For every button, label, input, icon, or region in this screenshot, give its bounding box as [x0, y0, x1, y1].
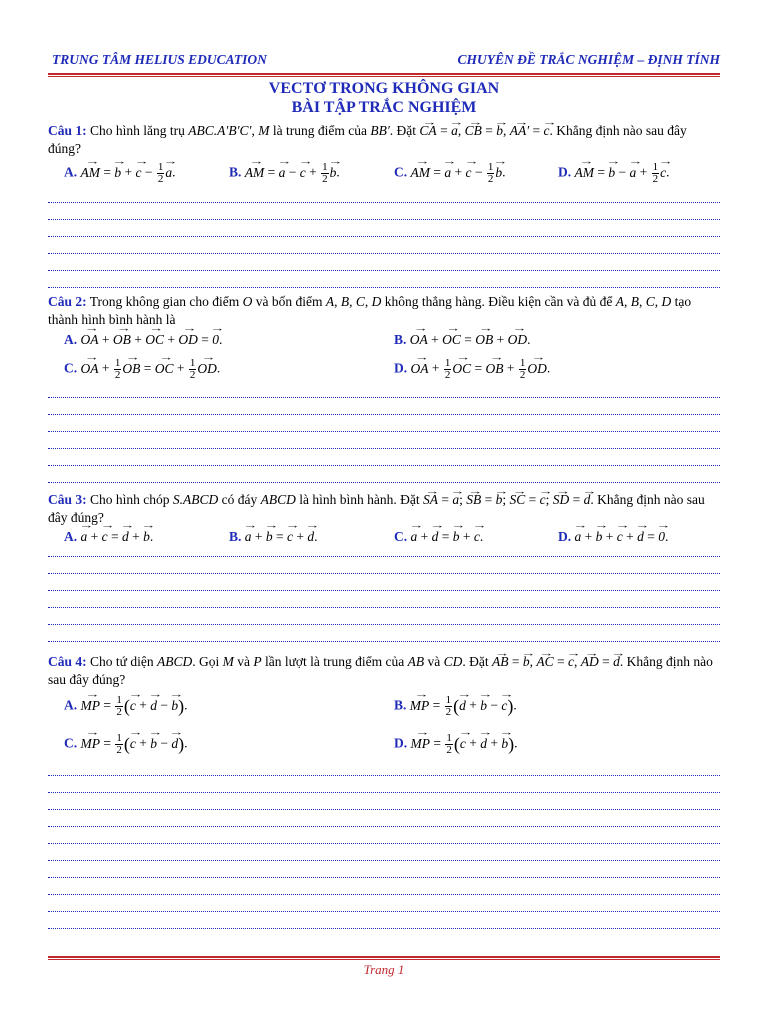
- question-3-label: Câu 3:: [48, 492, 87, 507]
- question-4-options-row2: [48, 733, 720, 757]
- question-3-options: [48, 529, 720, 553]
- answer-line: [48, 397, 720, 398]
- answer-line: [48, 607, 720, 608]
- question-2: Câu 2: Trong không gian cho điểm O và bốn điểm A, B, C, D không thẳng hàng. Điều kiện cần và đủ để A, B, C, D tạo thành hình bình hành là: [48, 294, 692, 327]
- answer-line: [48, 202, 720, 203]
- question-1-option-d[interactable]: D. → AM = → b − → a + $\frac{1}{2}$ → c.: [558, 162, 670, 185]
- question-1: Câu 1: Cho hình lăng trụ ABC.A′B′C′, M là trung điểm của BB′. Đặt → CA = → a, → CB = → b, → AA′ = → c. Khẳng định nào sau đây đúng?: [48, 122, 720, 158]
- answer-line: [48, 826, 720, 827]
- question-1-option-b[interactable]: B. → AM = → a − → c + $\frac{1}{2}$ → b.: [229, 162, 340, 185]
- answer-line: [48, 911, 720, 912]
- answer-line: [48, 894, 720, 895]
- question-4-option-d[interactable]: D. → MP = $\frac{1}{2}$ (→ c + → d + → b).: [394, 733, 518, 756]
- answer-line: [48, 928, 720, 929]
- answer-line: [48, 431, 720, 432]
- question-1-option-a[interactable]: A. → AM = → b + → c − $\frac{1}{2}$ → a.: [64, 162, 176, 185]
- page-number: Trang 1: [363, 962, 405, 977]
- document-title: VECTƠ TRONG KHÔNG GIAN: [268, 80, 500, 97]
- answer-line: [48, 219, 720, 220]
- question-2-label: Câu 2:: [48, 294, 87, 309]
- answer-line: [48, 556, 720, 557]
- question-2-option-c[interactable]: C. → OA + $\frac{1}{2}$ → OB = → OC + $\frac{1}{2}$ → OD.: [64, 358, 220, 381]
- answer-line: [48, 448, 720, 449]
- question-1-option-c[interactable]: C. → AM = → a + → c − $\frac{1}{2}$ → b.: [394, 162, 506, 185]
- answer-line: [48, 270, 720, 271]
- question-4-option-a[interactable]: A. → MP = $\frac{1}{2}$ (→ c + → d − → b).: [64, 695, 188, 718]
- footer-rule: [48, 956, 720, 958]
- header-rule: [48, 73, 720, 75]
- header-center-name: TRUNG TÂM HELIUS EDUCATION: [52, 52, 267, 67]
- answer-line: [48, 775, 720, 776]
- question-4: Câu 4: Cho tứ diện ABCD. Gọi M và P lần lượt là trung điểm của AB và CD. Đặt → AB = → b, → AC = → c, → AD = → d. Khẳng định nào sau đây đúng?: [48, 653, 720, 689]
- answer-line: [48, 287, 720, 288]
- question-3-option-d[interactable]: D. → a + → b + → c + → d = → 0.: [558, 529, 668, 545]
- question-3-option-b[interactable]: B. → a + → b = → c + → d.: [229, 529, 318, 545]
- question-1-options: [48, 162, 720, 186]
- question-4-options-row1: [48, 695, 720, 719]
- answer-line: [48, 624, 720, 625]
- answer-line: [48, 792, 720, 793]
- question-1-label: Câu 1:: [48, 123, 87, 138]
- question-2-option-a[interactable]: A. → OA + → OB + → OC + → OD = → 0.: [64, 332, 222, 348]
- answer-line: [48, 641, 720, 642]
- answer-line: [48, 877, 720, 878]
- document-subtitle: BÀI TẬP TRẮC NGHIỆM: [291, 99, 477, 116]
- question-3-option-c[interactable]: C. → a + → d = → b + → c.: [394, 529, 483, 545]
- question-2-options-row2: [48, 358, 720, 382]
- question-2-option-d[interactable]: D. → OA + $\frac{1}{2}$ → OC = → OB + $\frac{1}{2}$ → OD.: [394, 358, 550, 381]
- answer-line: [48, 809, 720, 810]
- question-4-option-c[interactable]: C. → MP = $\frac{1}{2}$ (→ c + → b − → d).: [64, 733, 188, 756]
- answer-line: [48, 573, 720, 574]
- answer-line: [48, 482, 720, 483]
- question-3-option-a[interactable]: A. → a + → c = → d + → b.: [64, 529, 153, 545]
- answer-line: [48, 414, 720, 415]
- header-topic: CHUYÊN ĐỀ TRẮC NGHIỆM – ĐỊNH TÍNH: [457, 52, 720, 67]
- answer-line: [48, 253, 720, 254]
- question-4-label: Câu 4:: [48, 654, 87, 669]
- answer-line: [48, 236, 720, 237]
- answer-line: [48, 465, 720, 466]
- question-4-option-b[interactable]: B. → MP = $\frac{1}{2}$ (→ d + → b − → c).: [394, 695, 517, 718]
- page-header: [48, 52, 720, 72]
- footer-rule-thin: [48, 959, 720, 960]
- header-rule-thin: [48, 76, 720, 77]
- question-2-option-b[interactable]: B. → OA + → OC = → OB + → OD.: [394, 332, 531, 348]
- answer-line: [48, 860, 720, 861]
- question-3: Câu 3: Cho hình chóp S.ABCD có đáy ABCD là hình bình hành. Đặt → SA = → a; → SB = → b; → SC = → c; → SD = → d. Khẳng định nào sau đây đúng?: [48, 491, 720, 527]
- answer-line: [48, 843, 720, 844]
- answer-line: [48, 590, 720, 591]
